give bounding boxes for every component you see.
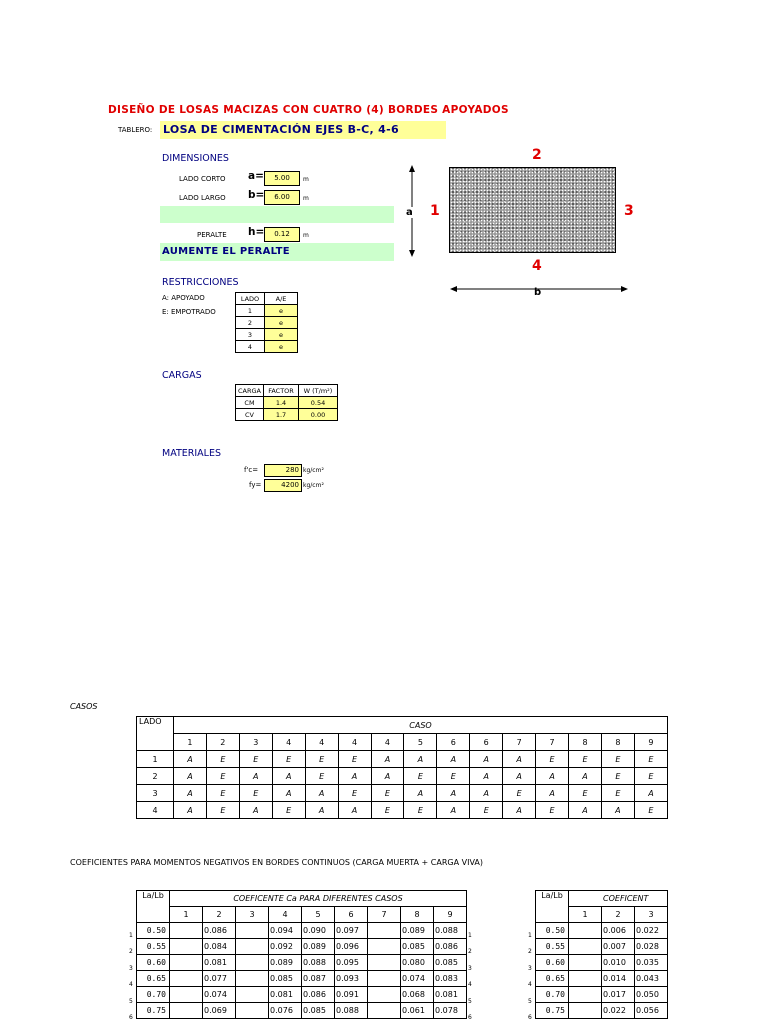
coef1-value-cell: 0.089 xyxy=(401,923,434,939)
caso-number: 4 xyxy=(305,734,338,751)
coef1-value-cell: 0.088 xyxy=(335,1003,368,1019)
coef1-title: COEFICENTE Ca PARA DIFERENTES CASOS xyxy=(170,891,467,907)
caso-number: 4 xyxy=(371,734,404,751)
peralte-unit: m xyxy=(303,232,309,239)
factor-input[interactable]: 1.7 xyxy=(264,409,299,421)
coef2-value-cell: 0.014 xyxy=(602,971,635,987)
row-index: 1 xyxy=(528,932,532,939)
table-row xyxy=(236,397,338,409)
caso-cell: E xyxy=(601,768,634,785)
materiales-heading: MATERIALES xyxy=(162,448,221,459)
coef2-value-cell xyxy=(569,923,602,939)
caso-cell: A xyxy=(173,751,206,768)
ae-input[interactable]: e xyxy=(265,329,298,341)
fy-label: fy= xyxy=(249,481,262,489)
table-row xyxy=(137,987,467,1003)
caso-cell: E xyxy=(601,785,634,802)
coef1-value-cell: 0.089 xyxy=(302,939,335,955)
coef1-value-cell xyxy=(170,939,203,955)
caso-cell: A xyxy=(437,802,470,819)
lado-cell: 2 xyxy=(236,317,265,329)
caso-cell: E xyxy=(338,751,371,768)
coef2-value-cell xyxy=(569,1003,602,1019)
casos-table xyxy=(136,716,668,819)
coef1-value-cell xyxy=(170,923,203,939)
row-index: 4 xyxy=(468,981,472,988)
coef1-col-header: 3 xyxy=(236,907,269,923)
coef2-lalb: La/Lb xyxy=(536,891,569,923)
header-lado: LADO xyxy=(236,293,265,305)
row-index: 5 xyxy=(468,998,472,1005)
coef2-value-cell xyxy=(569,955,602,971)
caso-cell: E xyxy=(634,751,667,768)
coef2-col-header: 3 xyxy=(635,907,668,923)
legend-apoyado: A: APOYADO xyxy=(162,294,205,302)
casos-clip xyxy=(136,716,668,828)
var-b: b= xyxy=(248,189,265,201)
coef2-value-cell: 0.050 xyxy=(635,987,668,1003)
table-row xyxy=(536,955,668,971)
coef1-value-cell xyxy=(368,939,401,955)
caso-cell: A xyxy=(404,751,437,768)
coef1-value-cell: 0.078 xyxy=(434,1003,467,1019)
row-index: 6 xyxy=(468,1014,472,1021)
coef1-value-cell: 0.086 xyxy=(434,939,467,955)
caso-cell: E xyxy=(503,785,536,802)
coef2-value-cell xyxy=(569,987,602,1003)
caso-cell: E xyxy=(305,768,338,785)
caso-number: 4 xyxy=(338,734,371,751)
coef1-col-header: 7 xyxy=(368,907,401,923)
caso-cell: E xyxy=(536,802,569,819)
coef2-value-cell: 0.006 xyxy=(602,923,635,939)
ae-input[interactable]: e xyxy=(265,317,298,329)
caso-cell: A xyxy=(371,768,404,785)
caso-cell: A xyxy=(437,785,470,802)
caso-cell: E xyxy=(239,785,272,802)
caso-cell: E xyxy=(272,802,305,819)
coef1-value-cell: 0.081 xyxy=(434,987,467,1003)
table-row xyxy=(137,751,668,768)
caso-cell: E xyxy=(239,751,272,768)
casos-lado-cell: 1 xyxy=(137,751,174,768)
caso-cell: E xyxy=(470,802,503,819)
side-4-label: 4 xyxy=(532,258,542,274)
coef1-lalb: La/Lb xyxy=(137,891,170,923)
coef1-col-header: 5 xyxy=(302,907,335,923)
caso-number: 9 xyxy=(634,734,667,751)
coef1-value-cell: 0.084 xyxy=(203,939,236,955)
ae-input[interactable]: e xyxy=(265,341,298,353)
caso-cell: A xyxy=(305,785,338,802)
coef-heading: COEFICIENTES PARA MOMENTOS NEGATIVOS EN BORDES CONTINUOS (CARGA MUERTA + CARGA VIVA) xyxy=(70,858,483,867)
coef1-value-cell xyxy=(236,923,269,939)
coef1-value-cell: 0.085 xyxy=(302,1003,335,1019)
fy-input[interactable]: 4200 xyxy=(264,479,302,492)
header-ae: A/E xyxy=(265,293,298,305)
caso-cell: E xyxy=(569,751,602,768)
table-row xyxy=(236,409,338,421)
coef2-ratio-cell: 0.70 xyxy=(536,987,569,1003)
tablero-label: TABLERO: xyxy=(118,126,153,134)
table-row xyxy=(536,923,668,939)
caso-cell: E xyxy=(569,785,602,802)
coef2-ratio-cell: 0.75 xyxy=(536,1003,569,1019)
coef1-value-cell: 0.068 xyxy=(401,987,434,1003)
coef2-value-cell xyxy=(569,939,602,955)
caso-cell: A xyxy=(371,751,404,768)
row-index: 1 xyxy=(129,932,133,939)
header-w: W (T/m²) xyxy=(299,385,338,397)
caso-cell: E xyxy=(536,751,569,768)
row-index: 6 xyxy=(129,1014,133,1021)
caso-cell: A xyxy=(470,785,503,802)
table-row xyxy=(137,955,467,971)
side-2-label: 2 xyxy=(532,147,542,163)
coef1-ratio-cell: 0.65 xyxy=(137,971,170,987)
green-row xyxy=(160,206,394,223)
caso-cell: A xyxy=(272,785,305,802)
row-index: 3 xyxy=(129,965,133,972)
cargas-table xyxy=(235,384,338,421)
coef1-col-header: 6 xyxy=(335,907,368,923)
w-input[interactable]: 0.00 xyxy=(299,409,338,421)
coef2-value-cell: 0.028 xyxy=(635,939,668,955)
coef1-value-cell xyxy=(236,971,269,987)
coef1-col-header: 4 xyxy=(269,907,302,923)
coef2-value-cell xyxy=(569,971,602,987)
row-index: 1 xyxy=(468,932,472,939)
caso-number: 8 xyxy=(569,734,602,751)
header-factor: FACTOR xyxy=(264,385,299,397)
caso-number: 1 xyxy=(173,734,206,751)
coef1-value-cell xyxy=(170,971,203,987)
coef2-value-cell: 0.017 xyxy=(602,987,635,1003)
coef1-value-cell xyxy=(170,1003,203,1019)
factor-input[interactable]: 1.4 xyxy=(264,397,299,409)
caso-cell: A xyxy=(338,802,371,819)
casos-lado-cell: 3 xyxy=(137,785,174,802)
table-row xyxy=(137,802,668,819)
caso-cell: A xyxy=(272,768,305,785)
coef1-value-cell: 0.090 xyxy=(302,923,335,939)
coef1-ratio-cell: 0.55 xyxy=(137,939,170,955)
coef2-ratio-cell: 0.65 xyxy=(536,971,569,987)
row-index: 4 xyxy=(129,981,133,988)
coef1-value-cell: 0.074 xyxy=(203,987,236,1003)
caso-cell: A xyxy=(470,751,503,768)
caso-cell: E xyxy=(437,768,470,785)
casos-caso-header: CASO xyxy=(173,717,667,734)
table-row xyxy=(536,939,668,955)
ae-input[interactable]: e xyxy=(265,305,298,317)
coef1-value-cell: 0.091 xyxy=(335,987,368,1003)
caso-cell: A xyxy=(503,768,536,785)
slab-diagram xyxy=(449,167,616,253)
dimensiones-heading: DIMENSIONES xyxy=(162,153,229,164)
coef1-value-cell: 0.094 xyxy=(269,923,302,939)
lado-largo-unit: m xyxy=(303,195,309,202)
header-carga: CARGA xyxy=(236,385,264,397)
table-row xyxy=(536,971,668,987)
table-row xyxy=(536,987,668,1003)
coef1-wrap xyxy=(136,890,467,1019)
caso-cell: A xyxy=(569,768,602,785)
coef1-value-cell: 0.069 xyxy=(203,1003,236,1019)
coef-table-2 xyxy=(535,890,668,1019)
coef1-value-cell xyxy=(236,955,269,971)
caso-number: 5 xyxy=(404,734,437,751)
coef1-col-header: 9 xyxy=(434,907,467,923)
lado-corto-input[interactable]: 5.00 xyxy=(264,171,300,186)
peralte-warning: AUMENTE EL PERALTE xyxy=(160,243,394,261)
coef1-ratio-cell: 0.75 xyxy=(137,1003,170,1019)
caso-cell: A xyxy=(239,768,272,785)
caso-cell: A xyxy=(634,785,667,802)
caso-cell: A xyxy=(601,802,634,819)
coef2-value-cell: 0.007 xyxy=(602,939,635,955)
peralte-input[interactable]: 0.12 xyxy=(264,227,300,242)
coef1-value-cell: 0.093 xyxy=(335,971,368,987)
coef1-value-cell xyxy=(170,955,203,971)
caso-number: 2 xyxy=(206,734,239,751)
fc-unit: kg/cm² xyxy=(303,467,324,474)
caso-cell: E xyxy=(305,751,338,768)
table-row xyxy=(137,939,467,955)
coef2-value-cell: 0.043 xyxy=(635,971,668,987)
coef1-value-cell: 0.081 xyxy=(269,987,302,1003)
coef2-title: COEFICENT xyxy=(569,891,668,907)
caso-cell: A xyxy=(503,802,536,819)
coef1-value-cell: 0.086 xyxy=(203,923,236,939)
caso-cell: A xyxy=(173,802,206,819)
coef1-value-cell xyxy=(236,987,269,1003)
row-index: 5 xyxy=(129,998,133,1005)
coef1-col-header: 2 xyxy=(203,907,236,923)
caso-cell: A xyxy=(470,768,503,785)
lado-largo-input[interactable]: 6.00 xyxy=(264,190,300,205)
var-h: h= xyxy=(248,226,265,238)
coef1-col-header: 8 xyxy=(401,907,434,923)
coef1-value-cell xyxy=(236,1003,269,1019)
row-index: 2 xyxy=(129,948,133,955)
coef1-value-cell: 0.096 xyxy=(335,939,368,955)
row-index: 3 xyxy=(528,965,532,972)
caso-cell: A xyxy=(173,785,206,802)
coef1-value-cell: 0.080 xyxy=(401,955,434,971)
caso-cell: A xyxy=(173,768,206,785)
coef1-value-cell: 0.083 xyxy=(434,971,467,987)
coef1-value-cell: 0.085 xyxy=(434,955,467,971)
caso-cell: E xyxy=(371,802,404,819)
coef1-value-cell xyxy=(368,971,401,987)
sheet-title: DISEÑO DE LOSAS MACIZAS CON CUATRO (4) BORDES APOYADOS xyxy=(108,104,509,116)
table-row xyxy=(137,971,467,987)
casos-lado-cell: 2 xyxy=(137,768,174,785)
caso-cell: E xyxy=(634,768,667,785)
row-index: 4 xyxy=(528,981,532,988)
restricciones-heading: RESTRICCIONES xyxy=(162,277,239,288)
lado-cell: 1 xyxy=(236,305,265,317)
caso-cell: A xyxy=(305,802,338,819)
table-row xyxy=(236,341,298,353)
caso-cell: E xyxy=(338,785,371,802)
carga-cell: CM xyxy=(236,397,264,409)
caso-cell: A xyxy=(503,751,536,768)
caso-cell: A xyxy=(569,802,602,819)
coef1-ratio-cell: 0.50 xyxy=(137,923,170,939)
table-row xyxy=(137,1003,467,1019)
caso-cell: E xyxy=(206,751,239,768)
caso-cell: A xyxy=(404,785,437,802)
coef1-value-cell: 0.061 xyxy=(401,1003,434,1019)
coef2-wrap xyxy=(535,890,670,1024)
coef1-value-cell: 0.087 xyxy=(302,971,335,987)
caso-cell: A xyxy=(437,751,470,768)
fc-input[interactable]: 280 xyxy=(264,464,302,477)
coef2-value-cell: 0.035 xyxy=(635,955,668,971)
coef2-value-cell: 0.056 xyxy=(635,1003,668,1019)
legend-empotrado: E: EMPOTRADO xyxy=(162,308,216,316)
coef1-ratio-cell: 0.60 xyxy=(137,955,170,971)
coef1-value-cell: 0.095 xyxy=(335,955,368,971)
coef1-value-cell xyxy=(170,987,203,1003)
restricciones-table xyxy=(235,292,298,353)
coef-table-1 xyxy=(136,890,467,1019)
caso-cell: E xyxy=(206,768,239,785)
coef2-ratio-cell: 0.60 xyxy=(536,955,569,971)
lado-cell: 4 xyxy=(236,341,265,353)
dim-b-label: b xyxy=(534,287,542,298)
row-index: 3 xyxy=(468,965,472,972)
caso-cell: A xyxy=(239,802,272,819)
var-a: a= xyxy=(248,170,264,182)
caso-cell: A xyxy=(536,785,569,802)
fy-unit: kg/cm² xyxy=(303,482,324,489)
caso-cell: E xyxy=(404,802,437,819)
fc-label: f'c= xyxy=(244,466,259,474)
coef1-ratio-cell: 0.70 xyxy=(137,987,170,1003)
row-index: 6 xyxy=(528,1014,532,1021)
table-row xyxy=(236,329,298,341)
coef1-value-cell xyxy=(368,1003,401,1019)
table-row xyxy=(137,768,668,785)
caso-number: 6 xyxy=(437,734,470,751)
casos-lado-header: LADO xyxy=(137,717,174,751)
caso-cell: E xyxy=(404,768,437,785)
tablero-value[interactable]: LOSA DE CIMENTACIÓN EJES B-C, 4-6 xyxy=(160,121,446,139)
coef2-col-header: 2 xyxy=(602,907,635,923)
caso-cell: E xyxy=(371,785,404,802)
cargas-heading: CARGAS xyxy=(162,370,202,381)
caso-cell: E xyxy=(634,802,667,819)
dim-a-label: a xyxy=(406,207,413,218)
coef2-ratio-cell: 0.50 xyxy=(536,923,569,939)
coef2-value-cell: 0.010 xyxy=(602,955,635,971)
caso-number: 3 xyxy=(239,734,272,751)
coef1-value-cell: 0.085 xyxy=(401,939,434,955)
coef1-value-cell xyxy=(368,987,401,1003)
caso-number: 4 xyxy=(272,734,305,751)
coef2-ratio-cell: 0.55 xyxy=(536,939,569,955)
lado-largo-label: LADO LARGO xyxy=(179,194,226,202)
coef1-value-cell xyxy=(368,955,401,971)
coef1-value-cell: 0.076 xyxy=(269,1003,302,1019)
caso-cell: E xyxy=(272,751,305,768)
caso-cell: E xyxy=(206,785,239,802)
table-row xyxy=(536,1003,668,1019)
coef1-value-cell: 0.089 xyxy=(269,955,302,971)
lado-corto-unit: m xyxy=(303,176,309,183)
casos-heading: CASOS xyxy=(70,702,98,711)
caso-number: 7 xyxy=(536,734,569,751)
coef1-col-header: 1 xyxy=(170,907,203,923)
caso-number: 7 xyxy=(503,734,536,751)
caso-cell: E xyxy=(601,751,634,768)
table-row xyxy=(137,785,668,802)
caso-cell: A xyxy=(536,768,569,785)
row-index: 2 xyxy=(468,948,472,955)
coef2-value-cell: 0.022 xyxy=(602,1003,635,1019)
coef1-value-cell xyxy=(236,939,269,955)
coef1-value-cell xyxy=(368,923,401,939)
row-index: 2 xyxy=(528,948,532,955)
coef1-value-cell: 0.077 xyxy=(203,971,236,987)
lado-corto-label: LADO CORTO xyxy=(179,175,226,183)
w-input[interactable]: 0.54 xyxy=(299,397,338,409)
coef1-value-cell: 0.081 xyxy=(203,955,236,971)
coef1-value-cell: 0.092 xyxy=(269,939,302,955)
coef1-value-cell: 0.085 xyxy=(269,971,302,987)
side-3-label: 3 xyxy=(624,203,634,219)
coef2-col-header: 1 xyxy=(569,907,602,923)
lado-cell: 3 xyxy=(236,329,265,341)
peralte-label: PERALTE xyxy=(197,231,227,239)
caso-number: 8 xyxy=(601,734,634,751)
row-index: 5 xyxy=(528,998,532,1005)
coef2-value-cell: 0.022 xyxy=(635,923,668,939)
casos-lado-cell: 4 xyxy=(137,802,174,819)
caso-cell: E xyxy=(206,802,239,819)
coef1-value-cell: 0.086 xyxy=(302,987,335,1003)
caso-cell: A xyxy=(338,768,371,785)
coef1-value-cell: 0.088 xyxy=(302,955,335,971)
table-row xyxy=(236,305,298,317)
coef1-value-cell: 0.097 xyxy=(335,923,368,939)
table-row xyxy=(236,317,298,329)
side-1-label: 1 xyxy=(430,203,440,219)
table-row xyxy=(137,923,467,939)
carga-cell: CV xyxy=(236,409,264,421)
caso-number: 6 xyxy=(470,734,503,751)
coef1-value-cell: 0.088 xyxy=(434,923,467,939)
coef1-value-cell: 0.074 xyxy=(401,971,434,987)
